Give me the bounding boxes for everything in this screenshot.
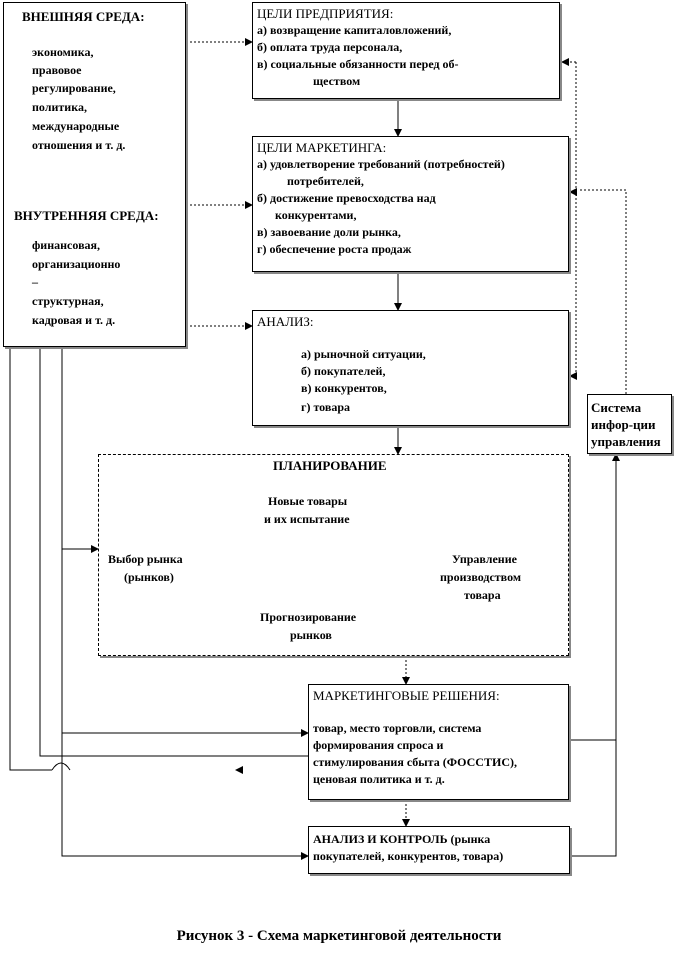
marketing-decisions-box: [308, 684, 569, 800]
external-env-item: экономика,: [32, 45, 94, 59]
marketing-goals-line: б) достижение превосходства над: [257, 191, 436, 205]
planning-node-production-line: Управление: [452, 552, 517, 566]
marketing-goals-line: конкурентами,: [275, 208, 357, 222]
internal-env-item: структурная,: [32, 294, 104, 308]
external-env-item: правовое: [32, 63, 82, 77]
marketing-decisions-line: товар, место торговли, система: [313, 721, 482, 735]
marketing-decisions-title: МАРКЕТИНГОВЫЕ РЕШЕНИЯ:: [313, 688, 500, 703]
planning-node-production-line: товара: [464, 588, 501, 602]
internal-env-title: ВНУТРЕННЯЯ СРЕДА:: [14, 208, 159, 223]
marketing-decisions-line: формирования спроса и: [313, 738, 444, 752]
marketing-decisions-line: ценовая политика и т. д.: [313, 772, 445, 786]
planning-node-forecast-line: рынков: [290, 628, 332, 642]
enterprise-goals-line: б) оплата труда персонала,: [257, 40, 403, 54]
marketing-goals-line: а) удовлетворение требований (потребностей): [257, 157, 505, 171]
enterprise-goals-title: ЦЕЛИ ПРЕДПРИЯТИЯ:: [257, 6, 394, 21]
marketing-goals-box: [252, 136, 569, 272]
info-system-to-feedback: [578, 190, 626, 394]
planning-node-market-choice-line: (рынков): [124, 570, 174, 584]
environment-box: [3, 2, 186, 347]
analysis-control-line: АНАЛИЗ И КОНТРОЛЬ (рынка: [313, 832, 491, 846]
internal-env-item: –: [32, 275, 38, 289]
loop-outer-left: [10, 340, 52, 770]
internal-env-item: кадровая и т. д.: [32, 313, 116, 327]
external-env-item: отношения и т. д.: [32, 138, 126, 152]
enterprise-goals-line: а) возвращение капиталовложений,: [257, 23, 452, 37]
marketing-goals-title: ЦЕЛИ МАРКЕТИНГА:: [257, 140, 387, 155]
analysis-box: [252, 310, 569, 426]
marketing-goals-line: в) завоевание доли рынка,: [257, 225, 401, 239]
external-env-title: ВНЕШНЯЯ СРЕДА:: [22, 9, 145, 24]
marketing-goals-line: потребителей,: [287, 174, 364, 188]
loop-hop: [52, 763, 70, 770]
analysis-title: АНАЛИЗ:: [257, 314, 314, 329]
external-env-item: международные: [32, 119, 120, 133]
analysis-line: в) конкурентов,: [301, 381, 387, 395]
marketing-decisions-line: стимулирования сбыта (ФОССТИС),: [313, 755, 517, 769]
info-system-box: [587, 394, 672, 454]
marketing-goals-line: г) обеспечение роста продаж: [257, 242, 412, 256]
internal-env-item: организационно: [32, 257, 121, 271]
planning-node-new-products-line: и их испытание: [264, 512, 350, 526]
planning-node-production-line: производством: [440, 570, 522, 584]
analysis-control-box: [308, 826, 570, 874]
external-env-item: политика,: [32, 100, 87, 114]
planning-node-market-choice-line: Выбор рынка: [108, 552, 183, 566]
planning-node-forecast-line: Прогнозирование: [260, 610, 357, 624]
enterprise-goals-line: ществом: [313, 74, 361, 88]
control-to-info-system: [570, 456, 616, 856]
planning-node-new-products-line: Новые товары: [268, 494, 348, 508]
planning-title: ПЛАНИРОВАНИЕ: [273, 458, 387, 473]
external-env-item: регулирование,: [32, 81, 116, 95]
enterprise-goals-box: [252, 2, 560, 99]
info-system-line: инфор-ции: [591, 417, 656, 432]
analysis-line: а) рыночной ситуации,: [301, 347, 426, 361]
internal-env-item: финансовая,: [32, 238, 101, 252]
analysis-control-line: покупателей, конкурентов, товара): [313, 849, 504, 863]
info-system-line: управления: [591, 434, 661, 449]
enterprise-goals-line: в) социальные обязанности перед об-: [257, 57, 459, 71]
figure-caption: Рисунок 3 - Схема маркетинговой деятельности: [176, 928, 502, 944]
analysis-line: г) товара: [301, 400, 351, 414]
info-system-line: Система: [591, 400, 642, 415]
analysis-line: б) покупателей,: [301, 364, 386, 378]
